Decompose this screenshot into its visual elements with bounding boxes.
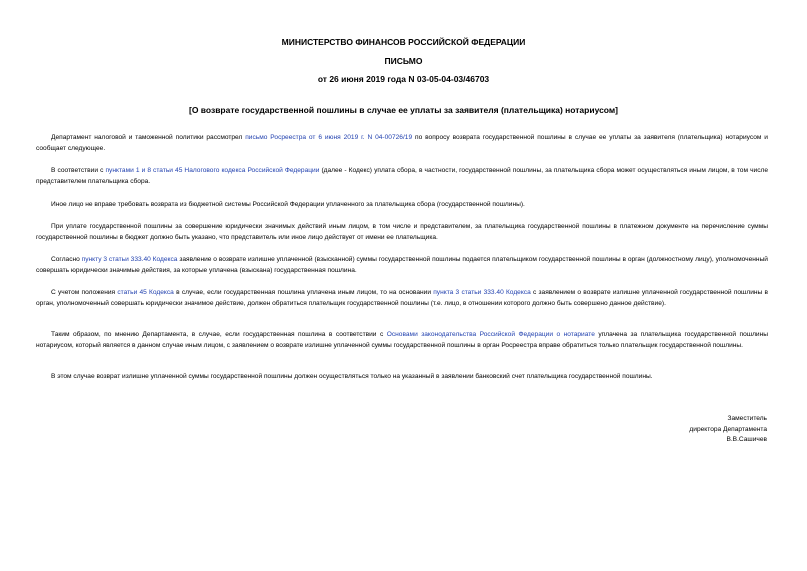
paragraph-2 [36,166,768,187]
paragraph-text: (далее - Кодекс) уплата сбора, в частности, государственной пошлины, за плательщика сбора может осуществляться иным лицом, в том числе представителем плательщика сбора. [36,167,768,185]
paragraph-text: Иное лицо не вправе требовать возврата из бюджетной системы Российской Федерации уплаченного за плательщика сбора (государственной пошлины). [51,201,525,208]
paragraph-text: уплачена за плательщика государственной пошлины нотариусом, который является в данном случае иным лицом, с заявлением о возврате излишне уплаченной суммы государственной пошлины в орган Росреестра вправе обратиться только плательщик государственной пошлины. [36,331,768,349]
signature-block [689,414,767,446]
paragraph-6 [36,288,768,309]
paragraph-text: в случае, если государственная пошлина уплачена иным лицом, то на основании [173,289,434,296]
link-rosreestr-letter[interactable]: письмо Росреестра от 6 июня 2019 г. N 04-00726/19 [245,134,413,141]
signature-position: Заместитель [727,415,767,422]
paragraph-4 [36,222,768,243]
paragraph-text: Департамент налоговой и таможенной политики рассмотрел [51,134,246,141]
signature-department: директора Департамента [689,425,767,433]
paragraph-text: В этом случае возврат излишне уплаченной суммы государственной пошлины должен осуществляться только на указанный в заявлении банковский счет плательщика государственной пошлины. [51,373,653,380]
paragraph-text: Согласно [51,256,82,263]
link-art-333-40[interactable]: пункта 3 статьи 333.40 Кодекса [433,289,531,296]
signature-name: В.В.Сашичев [726,436,767,443]
paragraph-text: С учетом положения [51,289,118,296]
paragraph-text: Таким образом, по мнению Департамента, в случае, если государственная пошлина в соответствии с [51,331,387,338]
paragraph-text: по вопросу возврата государственной пошлины в случае ее уплаты за заявителя (плательщика) нотариусом и сообщает следующее. [36,134,768,152]
paragraph-3 [36,200,768,211]
document-type: ПИСЬМО [384,56,423,66]
paragraph-text: заявление о возврате излишне уплаченной (взысканной) суммы государственной пошлины подается плательщиком государственной пошлины в орган (должностному лицу), уполномоченный совершать юридически значимые действия, за которые уплачена (взыскана) государственная пошлина. [36,256,768,274]
link-art-45[interactable]: статьи 45 Кодекса [117,289,174,296]
paragraph-5 [36,255,768,276]
paragraph-text: с заявлением о возврате излишне уплаченной государственной пошлины в орган, уполномоченный совершать юридически значимое действие, должен обратиться плательщик государственной пошлины (т.е. лицо, в отношении которого должно быть совершено данное действие). [36,289,768,307]
link-tax-code-art45[interactable]: пунктами 1 и 8 статьи 45 Налогового кодекса Российской Федерации [105,167,320,174]
link-notary-law[interactable]: Основами законодательства Российской Федерации о нотариате [386,331,595,338]
paragraph-8 [36,372,768,383]
link-art-333-40[interactable]: пункту 3 статьи 333.40 Кодекса [81,256,178,263]
paragraph-1 [36,133,768,154]
document-date-number: от 26 июня 2019 года N 03-05-04-03/46703 [317,74,490,84]
paragraph-text: В соответствии с [51,167,106,174]
ministry-heading: МИНИСТЕРСТВО ФИНАНСОВ РОССИЙСКОЙ ФЕДЕРАЦИИ [281,37,526,47]
paragraph-7 [36,330,768,351]
document-subject: [О возврате государственной пошлины в случае ее уплаты за заявителя (плательщика) нотариусом] [188,105,619,115]
paragraph-text: При уплате государственной пошлины за совершение юридически значимых действий иным лицом, в том числе и представителем, за плательщика государственной пошлины в платежном документе на перечисление суммы государственной пошлины в бюджет должно быть указано, что представитель или иное лицо действует от имени ее плательщика. [36,223,768,241]
